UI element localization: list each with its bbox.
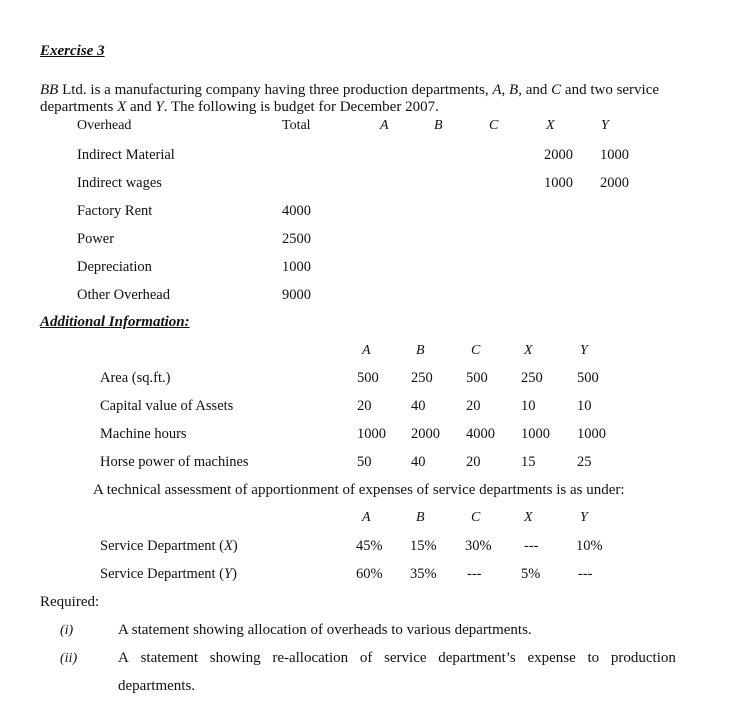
additional-cell-y: 500 — [577, 370, 599, 386]
additional-cell-x: 10 — [521, 398, 536, 414]
intro-company-prefix: BB — [40, 82, 59, 98]
budget-row-label: Indirect Material — [77, 147, 175, 163]
budget-cell-total: 1000 — [282, 259, 311, 275]
intro-dept-x: X — [117, 99, 127, 115]
word: re-allocation — [272, 650, 349, 666]
additional-cell-c: 20 — [466, 454, 481, 470]
word: department’s — [438, 650, 516, 666]
additional-cell-a: 1000 — [357, 426, 386, 442]
intro-text: . The following is budget for December 2007. — [163, 99, 439, 115]
required-item-text-justified — [118, 650, 676, 667]
budget-row-label: Other Overhead — [77, 287, 170, 303]
intro-dept-a: A — [492, 82, 502, 98]
additional-header-b: B — [416, 343, 425, 358]
additional-cell-b: 40 — [411, 454, 426, 470]
additional-header-c: C — [471, 343, 481, 358]
additional-cell-b: 250 — [411, 370, 433, 386]
budget-cell-total: 4000 — [282, 203, 311, 219]
additional-cell-b: 2000 — [411, 426, 440, 442]
additional-cell-c: 20 — [466, 398, 481, 414]
additional-cell-b: 40 — [411, 398, 426, 414]
intro-dept-c: C — [551, 82, 562, 98]
required-heading: Required: — [40, 594, 100, 610]
additional-cell-y: 10 — [577, 398, 592, 414]
additional-cell-x: 1000 — [521, 426, 550, 442]
additional-header-y: Y — [580, 343, 588, 358]
budget-header-b: B — [434, 118, 443, 133]
required-item-number: (ii) — [60, 651, 78, 666]
intro-text: , — [501, 82, 510, 98]
budget-row-label: Factory Rent — [77, 203, 153, 219]
budget-header-c: C — [489, 118, 499, 133]
budget-row-label: Indirect wages — [77, 175, 162, 191]
technical-header-x: X — [524, 510, 533, 525]
technical-cell-c: --- — [467, 566, 482, 582]
budget-header-a: A — [380, 118, 389, 133]
budget-header-overhead: Overhead — [77, 118, 132, 133]
technical-cell-a: 60% — [356, 566, 383, 582]
word: expense — [527, 650, 576, 666]
intro-paragraph — [40, 82, 720, 116]
budget-cell-x: 1000 — [544, 175, 573, 191]
intro-dept-b: B — [509, 82, 519, 98]
budget-header-total: Total — [282, 118, 311, 133]
word: A — [118, 650, 129, 666]
technical-cell-y: --- — [578, 566, 593, 582]
word: of — [359, 650, 373, 666]
required-item-text: A statement showing allocation of overheads to various departments. — [118, 622, 532, 638]
word: service — [384, 650, 427, 666]
technical-assessment-note: A technical assessment of apportionment of expenses of service departments is as under: — [93, 482, 625, 498]
technical-header-a: A — [362, 510, 371, 525]
additional-row-label: Horse power of machines — [100, 454, 249, 470]
required-item-text-continued: departments. — [118, 678, 196, 694]
budget-cell-y: 2000 — [600, 175, 629, 191]
intro-text: , and — [518, 82, 552, 98]
service-dept-label-close: ) — [232, 566, 237, 582]
intro-dept-y: Y — [155, 99, 164, 115]
budget-cell-total: 9000 — [282, 287, 311, 303]
additional-cell-x: 250 — [521, 370, 543, 386]
budget-header-x: X — [546, 118, 555, 133]
additional-row-label: Capital value of Assets — [100, 398, 234, 414]
additional-row-label: Area (sq.ft.) — [100, 370, 171, 386]
additional-cell-a: 50 — [357, 454, 372, 470]
budget-row-label: Power — [77, 231, 115, 247]
budget-cell-y: 1000 — [600, 147, 629, 163]
technical-cell-y: 10% — [576, 538, 603, 554]
budget-cell-x: 2000 — [544, 147, 573, 163]
service-dept-var: Y — [224, 566, 233, 582]
additional-row-label: Machine hours — [100, 426, 187, 442]
technical-row-label — [100, 538, 238, 555]
intro-text: Ltd. is a manufacturing company having three production departments, — [58, 82, 493, 98]
additional-info-heading: Additional Information: — [40, 314, 190, 330]
service-dept-var: X — [224, 538, 233, 554]
technical-cell-b: 15% — [410, 538, 437, 554]
additional-cell-c: 4000 — [466, 426, 495, 442]
technical-header-b: B — [416, 510, 425, 525]
intro-text: and two service departments — [40, 82, 660, 115]
additional-header-x: X — [524, 343, 533, 358]
technical-cell-x: 5% — [521, 566, 541, 582]
additional-cell-a: 20 — [357, 398, 372, 414]
budget-cell-total: 2500 — [282, 231, 311, 247]
additional-header-a: A — [362, 343, 371, 358]
technical-header-c: C — [471, 510, 481, 525]
technical-cell-c: 30% — [465, 538, 492, 554]
technical-header-y: Y — [580, 510, 588, 525]
additional-cell-y: 25 — [577, 454, 592, 470]
word: production — [610, 650, 676, 666]
technical-cell-x: --- — [524, 538, 539, 554]
additional-cell-x: 15 — [521, 454, 536, 470]
technical-cell-b: 35% — [410, 566, 437, 582]
additional-cell-a: 500 — [357, 370, 379, 386]
required-item-number: (i) — [60, 623, 74, 638]
exercise-title: Exercise 3 — [40, 43, 105, 59]
budget-header-y: Y — [601, 118, 609, 133]
service-dept-label: Service Department ( — [100, 566, 225, 582]
service-dept-label-close: ) — [232, 538, 238, 554]
additional-cell-c: 500 — [466, 370, 488, 386]
word: statement — [140, 650, 199, 666]
word: showing — [209, 650, 261, 666]
service-dept-label: Service Department ( — [100, 538, 225, 554]
technical-cell-a: 45% — [356, 538, 383, 554]
word: to — [587, 650, 600, 666]
technical-row-label — [100, 566, 237, 583]
budget-row-label: Depreciation — [77, 259, 152, 275]
additional-cell-y: 1000 — [577, 426, 606, 442]
intro-text: and — [126, 99, 156, 115]
